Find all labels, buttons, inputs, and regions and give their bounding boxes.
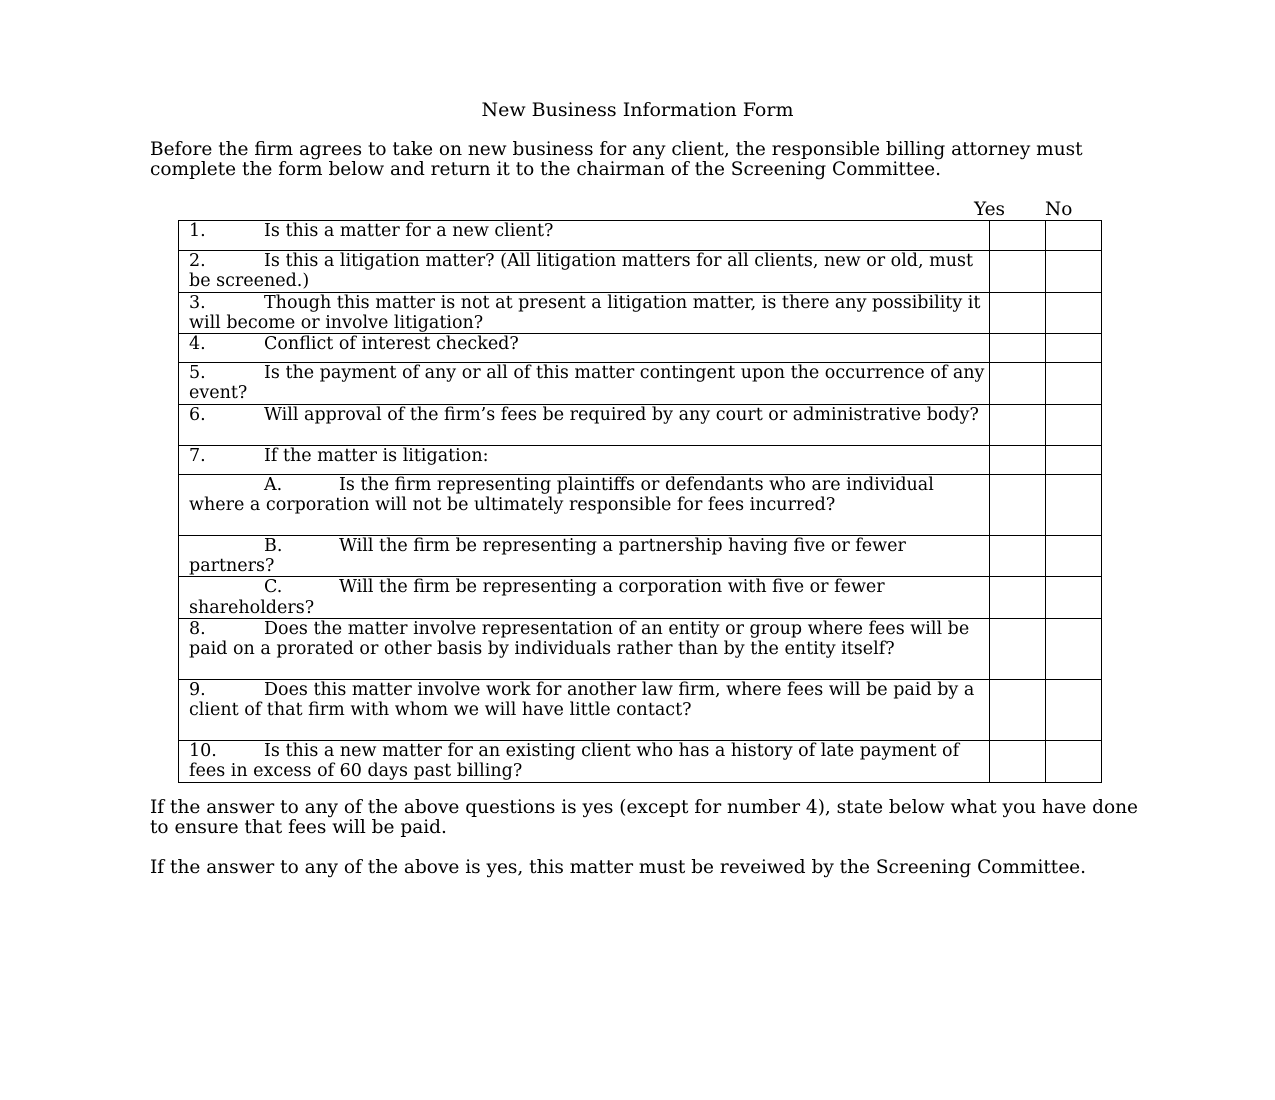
question-cell (179, 334, 990, 363)
questions-table (178, 220, 1102, 783)
question-cell (179, 740, 990, 782)
question-number: 6. (189, 404, 206, 425)
question-row (179, 292, 1102, 334)
question-text: Is this a matter for a new client? (264, 221, 554, 241)
question-text: If the matter is litigation: (264, 445, 489, 466)
question-number: 8. (189, 618, 206, 639)
yes-checkbox[interactable] (990, 251, 1046, 293)
question-text: Will approval of the firm’s fees be required by any court or administrative body? (264, 404, 979, 425)
yes-checkbox[interactable] (990, 404, 1046, 445)
no-checkbox[interactable] (1046, 363, 1102, 405)
question-row (179, 404, 1102, 445)
question-cell (179, 535, 990, 577)
question-number: 3. (189, 292, 206, 313)
question-cell (179, 679, 990, 740)
yes-column-header: Yes (974, 199, 1006, 220)
no-checkbox[interactable] (1046, 221, 1102, 251)
question-row (179, 221, 1102, 251)
yes-checkbox[interactable] (990, 334, 1046, 363)
fee-assurance-instruction: If the answer to any of the above questions is yes (except for number 4), state below what you have done to ensure that fees will be paid. (150, 797, 1139, 838)
question-number: 5. (189, 363, 206, 384)
question-row (179, 577, 1102, 619)
no-checkbox[interactable] (1046, 618, 1102, 679)
yes-checkbox[interactable] (990, 221, 1046, 251)
question-cell (179, 404, 990, 445)
question-number: 9. (189, 679, 206, 700)
question-cell (179, 292, 990, 334)
question-text: Is the firm representing plaintiffs or defendants who are individual where a corporation will not be ultimately responsible for fees incurred? (189, 474, 934, 516)
question-cell (179, 221, 990, 251)
no-checkbox[interactable] (1046, 740, 1102, 782)
question-number: B. (264, 535, 283, 556)
question-number: 7. (189, 445, 206, 466)
question-text: Will the firm be representing a corporation with five or fewer shareholders? (189, 577, 885, 618)
question-cell (179, 577, 990, 619)
no-checkbox[interactable] (1046, 251, 1102, 293)
question-row (179, 474, 1102, 535)
intro-paragraph: Before the firm agrees to take on new business for any client, the responsible billing attorney must complete the form below and return it to the chairman of the Screening Committee. (150, 139, 1083, 180)
no-checkbox[interactable] (1046, 334, 1102, 363)
question-row (179, 679, 1102, 740)
question-row (179, 251, 1102, 293)
question-text: Does this matter involve work for another law firm, where fees will be paid by a client of that firm with whom we will have little contact? (189, 679, 975, 721)
yes-checkbox[interactable] (990, 445, 1046, 474)
question-row (179, 618, 1102, 679)
question-row (179, 535, 1102, 577)
yes-checkbox[interactable] (990, 292, 1046, 334)
question-number: 2. (189, 251, 206, 271)
no-checkbox[interactable] (1046, 577, 1102, 619)
question-cell (179, 363, 990, 405)
question-number: 1. (189, 221, 206, 241)
yes-checkbox[interactable] (990, 577, 1046, 619)
question-number: 4. (189, 334, 206, 355)
question-cell (179, 251, 990, 293)
question-number: 10. (189, 740, 217, 761)
question-row (179, 334, 1102, 363)
question-text: Is this a litigation matter? (All litigation matters for all clients, new or old, must be screened.) (189, 251, 974, 292)
question-number: C. (264, 577, 283, 598)
question-text: Will the firm be representing a partnership having five or fewer partners? (189, 535, 906, 577)
question-cell (179, 445, 990, 474)
yes-checkbox[interactable] (990, 535, 1046, 577)
question-number: A. (264, 474, 283, 495)
no-checkbox[interactable] (1046, 445, 1102, 474)
page-title: New Business Information Form (481, 99, 794, 121)
yes-checkbox[interactable] (990, 740, 1046, 782)
question-cell (179, 474, 990, 535)
yes-checkbox[interactable] (990, 679, 1046, 740)
question-text: Is the payment of any or all of this matter contingent upon the occurrence of any event? (189, 363, 985, 404)
question-cell (179, 618, 990, 679)
screening-review-note: If the answer to any of the above is yes, this matter must be reveiwed by the Screening Committee. (150, 857, 1087, 878)
no-column-header: No (1045, 199, 1073, 220)
no-checkbox[interactable] (1046, 292, 1102, 334)
yes-checkbox[interactable] (990, 474, 1046, 535)
yes-checkbox[interactable] (990, 618, 1046, 679)
question-text: Does the matter involve representation of an entity or group where fees will be paid on a prorated or other basis by individuals rather than by the entity itself? (189, 618, 970, 660)
question-text: Is this a new matter for an existing client who has a history of late payment of fees in excess of 60 days past billing? (189, 740, 960, 782)
question-row (179, 363, 1102, 405)
question-row (179, 445, 1102, 474)
question-text: Conflict of interest checked? (264, 334, 519, 355)
no-checkbox[interactable] (1046, 404, 1102, 445)
question-text: Though this matter is not at present a litigation matter, is there any possibility it will become or involve litigation? (189, 292, 981, 333)
question-row (179, 740, 1102, 782)
no-checkbox[interactable] (1046, 474, 1102, 535)
yes-checkbox[interactable] (990, 363, 1046, 405)
no-checkbox[interactable] (1046, 679, 1102, 740)
no-checkbox[interactable] (1046, 535, 1102, 577)
